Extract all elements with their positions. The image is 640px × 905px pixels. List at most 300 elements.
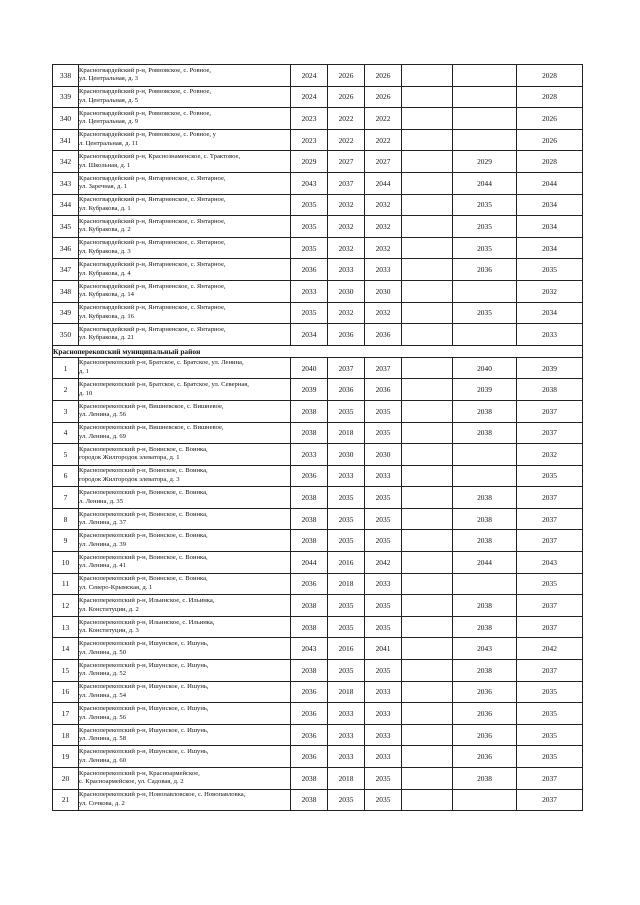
year-cell: 2038: [291, 616, 328, 638]
year-cell: [402, 302, 453, 324]
year-cell: [402, 465, 453, 487]
year-cell: 2032: [365, 302, 402, 324]
year-cell: [453, 129, 517, 151]
year-cell: [402, 172, 453, 194]
year-cell: 2034: [291, 324, 328, 346]
year-cell: 2036: [365, 379, 402, 401]
row-number: 346: [53, 237, 79, 259]
year-cell: 2035: [365, 422, 402, 444]
year-cell: [402, 259, 453, 281]
year-cell: [402, 357, 453, 379]
year-cell: 2032: [328, 216, 365, 238]
year-cell: 2038: [291, 595, 328, 617]
year-cell: 2018: [328, 768, 365, 790]
year-cell: 2035: [291, 302, 328, 324]
year-cell: 2038: [453, 595, 517, 617]
table-row: [53, 324, 583, 346]
year-cell: 2035: [328, 530, 365, 552]
year-cell: 2018: [328, 573, 365, 595]
year-cell: 2035: [365, 595, 402, 617]
table-row: [53, 638, 583, 660]
table-row: [53, 216, 583, 238]
year-cell: 2033: [328, 465, 365, 487]
year-cell: 2037: [328, 357, 365, 379]
address-cell: Красноперекопский р-н, Воинское, с. Воинка, ул. Ленина, д. 41: [79, 552, 291, 574]
year-cell: 2040: [291, 357, 328, 379]
year-cell: 2023: [291, 108, 328, 130]
year-cell: [402, 724, 453, 746]
year-cell: 2035: [517, 573, 583, 595]
year-cell: 2038: [453, 530, 517, 552]
address-cell: Красногвардейский р-н, Ровновское, с. Ровное, ул. Центральная, д. 3: [79, 65, 291, 87]
year-cell: 2033: [365, 681, 402, 703]
row-number: 12: [53, 595, 79, 617]
year-cell: 2036: [291, 465, 328, 487]
row-number: 20: [53, 768, 79, 790]
row-number: 11: [53, 573, 79, 595]
year-cell: 2036: [453, 746, 517, 768]
section-title: Красноперекопский муниципальный район: [53, 345, 583, 357]
year-cell: 2038: [453, 400, 517, 422]
year-cell: 2044: [453, 552, 517, 574]
table-row: [53, 280, 583, 302]
year-cell: 2043: [291, 172, 328, 194]
year-cell: 2035: [291, 216, 328, 238]
row-number: 338: [53, 65, 79, 87]
year-cell: 2016: [328, 552, 365, 574]
year-cell: [402, 552, 453, 574]
year-cell: 2035: [365, 400, 402, 422]
year-cell: 2038: [453, 508, 517, 530]
year-cell: 2037: [517, 595, 583, 617]
year-cell: 2026: [517, 129, 583, 151]
row-number: 6: [53, 465, 79, 487]
year-cell: 2036: [328, 324, 365, 346]
year-cell: 2038: [453, 487, 517, 509]
year-cell: 2039: [517, 357, 583, 379]
table-row: [53, 302, 583, 324]
year-cell: 2035: [365, 508, 402, 530]
year-cell: 2039: [453, 379, 517, 401]
row-number: 18: [53, 724, 79, 746]
year-cell: [453, 86, 517, 108]
year-cell: 2023: [291, 129, 328, 151]
year-cell: [402, 660, 453, 682]
year-cell: 2026: [365, 65, 402, 87]
table-row: [53, 660, 583, 682]
year-cell: [402, 487, 453, 509]
table-row: [53, 65, 583, 87]
row-number: 10: [53, 552, 79, 574]
year-cell: 2038: [291, 508, 328, 530]
year-cell: 2037: [517, 616, 583, 638]
year-cell: [453, 324, 517, 346]
year-cell: 2037: [517, 400, 583, 422]
year-cell: [402, 768, 453, 790]
row-number: 7: [53, 487, 79, 509]
row-number: 19: [53, 746, 79, 768]
row-number: 339: [53, 86, 79, 108]
address-cell: Красноперекопский р-н, Ишунское, с. Ишунь, ул. Ленина, д. 54: [79, 681, 291, 703]
table-row: [53, 237, 583, 259]
row-number: 344: [53, 194, 79, 216]
year-cell: 2043: [453, 638, 517, 660]
year-cell: 2038: [291, 530, 328, 552]
year-cell: 2035: [517, 259, 583, 281]
table-row: [53, 768, 583, 790]
year-cell: 2026: [328, 86, 365, 108]
year-cell: [402, 379, 453, 401]
year-cell: 2030: [365, 280, 402, 302]
year-cell: 2041: [365, 638, 402, 660]
address-cell: Красногвардейский р-н, Янтарненское, с. Янтарное, ул. Кубракова, д. 14: [79, 280, 291, 302]
year-cell: 2032: [328, 194, 365, 216]
year-cell: 2028: [517, 65, 583, 87]
year-cell: 2042: [365, 552, 402, 574]
year-cell: 2033: [328, 703, 365, 725]
row-number: 341: [53, 129, 79, 151]
housing-schedule-table: [52, 64, 583, 811]
year-cell: 2034: [517, 194, 583, 216]
year-cell: 2036: [291, 746, 328, 768]
year-cell: 2034: [517, 302, 583, 324]
address-cell: Красногвардейский р-н, Ровновское, с. Ровное, у л. Центральная, д. 11: [79, 129, 291, 151]
year-cell: [402, 422, 453, 444]
address-cell: Красноперекопский р-н, Братское, с. Братское, ул. Ленина, д. 1: [79, 357, 291, 379]
table-row: [53, 616, 583, 638]
address-cell: Красногвардейский р-н, Янтарненское, с. Янтарное, ул. Кубракова, д. 3: [79, 237, 291, 259]
year-cell: 2033: [365, 746, 402, 768]
year-cell: [402, 616, 453, 638]
table-row: [53, 400, 583, 422]
year-cell: 2032: [517, 444, 583, 466]
address-cell: Красногвардейский р-н, Янтарненское, с. Янтарное, ул. Кубракова, д. 4: [79, 259, 291, 281]
year-cell: 2034: [517, 237, 583, 259]
row-number: 345: [53, 216, 79, 238]
year-cell: 2029: [291, 151, 328, 173]
year-cell: [402, 573, 453, 595]
table-row: [53, 444, 583, 466]
year-cell: 2035: [328, 487, 365, 509]
year-cell: 2033: [365, 259, 402, 281]
year-cell: 2038: [291, 660, 328, 682]
year-cell: [453, 465, 517, 487]
address-cell: Красногвардейский р-н, Янтарненское, с. Янтарное, ул. Кубракова, д. 2: [79, 216, 291, 238]
year-cell: 2038: [453, 660, 517, 682]
year-cell: 2044: [365, 172, 402, 194]
table-row: [53, 465, 583, 487]
address-cell: Красноперекопский р-н, Воинское, с. Воинка, городок Жилгородок элеватора, д. 1: [79, 444, 291, 466]
address-cell: Красноперекопский р-н, Красноармейское, с. Красноармейское, ул. Садовая, д. 2: [79, 768, 291, 790]
year-cell: [453, 789, 517, 811]
table-row: [53, 573, 583, 595]
table-row: [53, 724, 583, 746]
year-cell: 2038: [291, 400, 328, 422]
year-cell: 2033: [328, 724, 365, 746]
year-cell: 2033: [365, 573, 402, 595]
table-row: [53, 789, 583, 811]
year-cell: 2038: [291, 768, 328, 790]
year-cell: 2035: [365, 768, 402, 790]
year-cell: 2037: [517, 530, 583, 552]
year-cell: 2036: [291, 724, 328, 746]
year-cell: 2039: [291, 379, 328, 401]
year-cell: 2028: [517, 151, 583, 173]
address-cell: Красноперекопский р-н, Ишунское, с. Ишунь, ул. Ленина, д. 58: [79, 724, 291, 746]
year-cell: 2026: [365, 86, 402, 108]
year-cell: 2024: [291, 86, 328, 108]
section-header-row: [53, 345, 583, 357]
table-row: [53, 151, 583, 173]
year-cell: 2026: [517, 108, 583, 130]
year-cell: 2035: [517, 703, 583, 725]
year-cell: [402, 508, 453, 530]
year-cell: 2043: [291, 638, 328, 660]
table-row: [53, 487, 583, 509]
row-number: 3: [53, 400, 79, 422]
year-cell: 2035: [328, 660, 365, 682]
year-cell: 2036: [291, 573, 328, 595]
address-cell: Красноперекопский р-н, Воинское, с. Воинка, ул. Северо-Крымская, д. 1: [79, 573, 291, 595]
year-cell: 2033: [365, 703, 402, 725]
year-cell: [402, 324, 453, 346]
year-cell: 2035: [453, 194, 517, 216]
year-cell: [402, 638, 453, 660]
row-number: 5: [53, 444, 79, 466]
row-number: 342: [53, 151, 79, 173]
year-cell: 2029: [453, 151, 517, 173]
year-cell: 2033: [365, 465, 402, 487]
row-number: 2: [53, 379, 79, 401]
year-cell: [402, 595, 453, 617]
year-cell: 2038: [453, 768, 517, 790]
address-cell: Красногвардейский р-н, Ровновское, с. Ровное, ул. Центральная, д. 5: [79, 86, 291, 108]
year-cell: 2036: [453, 681, 517, 703]
year-cell: 2037: [517, 789, 583, 811]
year-cell: 2037: [517, 660, 583, 682]
address-cell: Красноперекопский р-н, Ишунское, с. Ишунь, ул. Ленина, д. 60: [79, 746, 291, 768]
year-cell: 2016: [328, 638, 365, 660]
row-number: 17: [53, 703, 79, 725]
year-cell: [453, 444, 517, 466]
table-row: [53, 508, 583, 530]
address-cell: Красногвардейский р-н, Ровновское, с. Ровное, ул. Центральная, д. 9: [79, 108, 291, 130]
year-cell: [453, 573, 517, 595]
year-cell: 2036: [453, 724, 517, 746]
table-row: [53, 172, 583, 194]
year-cell: 2037: [517, 768, 583, 790]
year-cell: 2018: [328, 681, 365, 703]
year-cell: 2043: [517, 552, 583, 574]
row-number: 4: [53, 422, 79, 444]
year-cell: 2028: [517, 86, 583, 108]
year-cell: 2022: [365, 129, 402, 151]
year-cell: [402, 746, 453, 768]
year-cell: 2032: [365, 237, 402, 259]
year-cell: 2036: [291, 259, 328, 281]
row-number: 16: [53, 681, 79, 703]
year-cell: 2030: [365, 444, 402, 466]
year-cell: 2035: [517, 724, 583, 746]
year-cell: 2032: [517, 280, 583, 302]
year-cell: 2038: [291, 487, 328, 509]
year-cell: 2022: [365, 108, 402, 130]
year-cell: 2038: [291, 789, 328, 811]
table-row: [53, 357, 583, 379]
year-cell: 2032: [365, 216, 402, 238]
year-cell: 2036: [365, 324, 402, 346]
year-cell: 2038: [291, 422, 328, 444]
year-cell: [402, 280, 453, 302]
year-cell: [402, 216, 453, 238]
year-cell: 2035: [453, 237, 517, 259]
year-cell: [402, 444, 453, 466]
year-cell: 2030: [328, 444, 365, 466]
address-cell: Красногвардейский р-н, Янтарненское, с. Янтарное, ул. Кубракова, д. 16: [79, 302, 291, 324]
address-cell: Красноперекопский р-н, Воинское, с. Воинка, городок Жилгородок элеватора, д. 3: [79, 465, 291, 487]
year-cell: 2035: [328, 508, 365, 530]
year-cell: 2033: [365, 724, 402, 746]
row-number: 347: [53, 259, 79, 281]
row-number: 340: [53, 108, 79, 130]
year-cell: 2035: [291, 237, 328, 259]
year-cell: 2033: [291, 280, 328, 302]
address-cell: Красноперекопский р-н, Воинское, с. Воинка, ул. Ленина, д. 39: [79, 530, 291, 552]
year-cell: 2033: [328, 259, 365, 281]
year-cell: 2037: [517, 508, 583, 530]
row-number: 21: [53, 789, 79, 811]
year-cell: 2032: [365, 194, 402, 216]
year-cell: 2035: [328, 400, 365, 422]
year-cell: 2027: [365, 151, 402, 173]
table-row: [53, 108, 583, 130]
year-cell: 2044: [453, 172, 517, 194]
row-number: 349: [53, 302, 79, 324]
year-cell: 2037: [365, 357, 402, 379]
address-cell: Красногвардейский р-н, Краснознаменское, с. Трактовое, ул. Школьная, д. 1: [79, 151, 291, 173]
year-cell: 2026: [328, 65, 365, 87]
year-cell: 2035: [517, 681, 583, 703]
year-cell: [402, 703, 453, 725]
year-cell: 2035: [453, 302, 517, 324]
year-cell: 2035: [365, 530, 402, 552]
year-cell: 2038: [517, 379, 583, 401]
year-cell: 2036: [291, 703, 328, 725]
year-cell: 2030: [328, 280, 365, 302]
year-cell: [402, 65, 453, 87]
year-cell: 2022: [328, 129, 365, 151]
year-cell: 2036: [453, 259, 517, 281]
row-number: 348: [53, 280, 79, 302]
year-cell: 2018: [328, 422, 365, 444]
row-number: 15: [53, 660, 79, 682]
year-cell: [402, 237, 453, 259]
year-cell: 2035: [291, 194, 328, 216]
address-cell: Красноперекопский р-н, Ильинское, с. Ильинка, ул. Конституции, д. 2: [79, 595, 291, 617]
table-body: [53, 65, 583, 811]
year-cell: 2036: [328, 379, 365, 401]
year-cell: [402, 129, 453, 151]
year-cell: 2035: [365, 616, 402, 638]
year-cell: 2040: [453, 357, 517, 379]
year-cell: 2038: [453, 616, 517, 638]
year-cell: 2034: [517, 216, 583, 238]
year-cell: 2042: [517, 638, 583, 660]
row-number: 13: [53, 616, 79, 638]
row-number: 8: [53, 508, 79, 530]
address-cell: Красноперекопский р-н, Ильинское, с. Ильинка, ул. Конституции, д. 3: [79, 616, 291, 638]
year-cell: 2033: [291, 444, 328, 466]
year-cell: [453, 280, 517, 302]
address-cell: Красноперекопский р-н, Вишневское, с. Вишневое, ул. Ленина, д. 56: [79, 400, 291, 422]
year-cell: [453, 108, 517, 130]
address-cell: Красногвардейский р-н, Янтарненское, с. Янтарное, ул. Кубракова, д. 21: [79, 324, 291, 346]
address-cell: Красноперекопский р-н, Ишунское, с. Ишунь, ул. Ленина, д. 52: [79, 660, 291, 682]
year-cell: [402, 108, 453, 130]
table-row: [53, 379, 583, 401]
year-cell: [402, 530, 453, 552]
year-cell: 2035: [328, 616, 365, 638]
address-cell: Красноперекопский р-н, Новопавловское, с. Новопавловка, ул. Сочкова, д. 2: [79, 789, 291, 811]
year-cell: [402, 789, 453, 811]
table-row: [53, 552, 583, 574]
address-cell: Красногвардейский р-н, Янтарненское, с. Янтарное, ул. Кубракова, д. 1: [79, 194, 291, 216]
row-number: 14: [53, 638, 79, 660]
row-number: 9: [53, 530, 79, 552]
year-cell: 2022: [328, 108, 365, 130]
year-cell: [402, 194, 453, 216]
year-cell: 2035: [517, 746, 583, 768]
address-cell: Красноперекопский р-н, Вишневское, с. Вишневое, ул. Ленина, д. 69: [79, 422, 291, 444]
table-row: [53, 422, 583, 444]
year-cell: 2044: [291, 552, 328, 574]
address-cell: Красноперекопский р-н, Ишунское, с. Ишунь, ул. Ленина, д. 56: [79, 703, 291, 725]
year-cell: 2036: [291, 681, 328, 703]
year-cell: 2035: [517, 465, 583, 487]
year-cell: 2032: [328, 302, 365, 324]
year-cell: 2027: [328, 151, 365, 173]
table-row: [53, 530, 583, 552]
year-cell: 2035: [328, 789, 365, 811]
address-cell: Красноперекопский р-н, Воинское, с. Воинка, л. Ленина, д. 35: [79, 487, 291, 509]
year-cell: 2036: [453, 703, 517, 725]
year-cell: [402, 151, 453, 173]
year-cell: 2033: [328, 746, 365, 768]
table-row: [53, 703, 583, 725]
year-cell: 2037: [517, 487, 583, 509]
row-number: 1: [53, 357, 79, 379]
row-number: 350: [53, 324, 79, 346]
address-cell: Красноперекопский р-н, Ишунское, с. Ишунь, ул. Ленина, д. 50: [79, 638, 291, 660]
table-row: [53, 86, 583, 108]
table-row: [53, 681, 583, 703]
table-row: [53, 194, 583, 216]
year-cell: 2044: [517, 172, 583, 194]
year-cell: [402, 86, 453, 108]
address-cell: Красноперекопский р-н, Воинское, с. Воинка, ул. Ленина, д. 37: [79, 508, 291, 530]
year-cell: 2035: [328, 595, 365, 617]
year-cell: 2032: [328, 237, 365, 259]
year-cell: 2024: [291, 65, 328, 87]
table-row: [53, 259, 583, 281]
table-row: [53, 129, 583, 151]
row-number: 343: [53, 172, 79, 194]
year-cell: 2035: [365, 487, 402, 509]
address-cell: Красногвардейский р-н, Янтарненское, с. Янтарное, ул. Заречная, д. 1: [79, 172, 291, 194]
year-cell: [402, 681, 453, 703]
year-cell: [402, 400, 453, 422]
year-cell: [453, 65, 517, 87]
